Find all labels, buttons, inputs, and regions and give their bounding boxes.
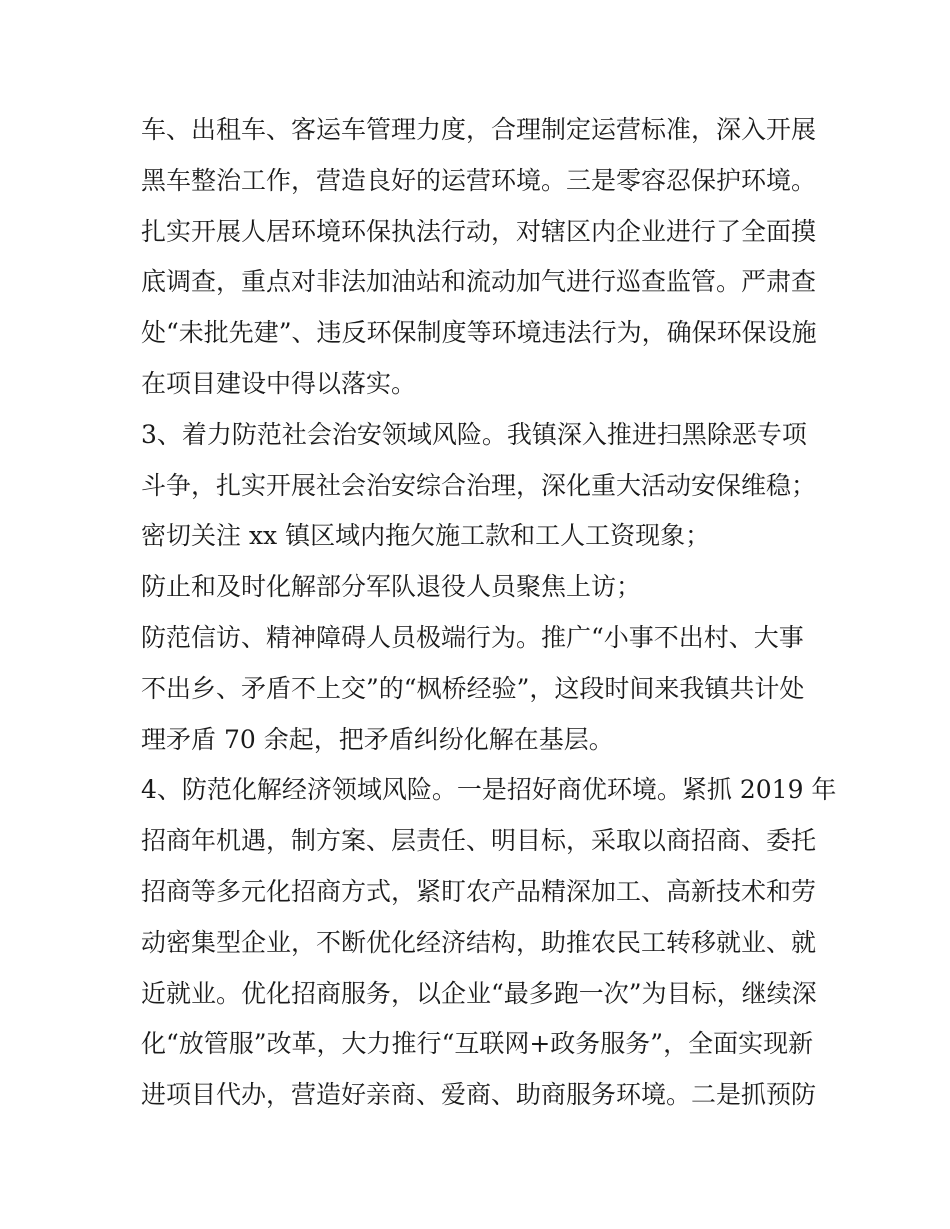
text-line: 理矛盾 70 余起，把矛盾纠纷化解在基层。 [141, 724, 614, 754]
text-line: 底调查，重点对非法加油站和流动加气进行巡查监管。严肃查 [141, 267, 817, 297]
body-text [141, 105, 841, 1121]
text-line: 防范信访、精神障碍人员极端行为。推广“小事不出村、大事 [141, 622, 804, 652]
text-line: 招商等多元化招商方式，紧盯农产品精深加工、高新技术和劳 [141, 876, 817, 906]
text-line: 近就业。优化招商服务，以企业“最多跑一次”为目标，继续深 [141, 978, 817, 1008]
text-line: 处“未批先建”、违反环保制度等环境违法行为，确保环保设施 [141, 318, 817, 348]
text-line: 化“放管服”改革，大力推行“互联网+政务服务”，全面实现新 [141, 1029, 814, 1059]
text-line: 车、出租车、客运车管理力度，合理制定运营标准，深入开展 [141, 115, 817, 144]
text-line: 扎实开展人居环境环保执法行动，对辖区内企业进行了全面摸 [141, 216, 817, 246]
text-line: 防止和及时化解部分军队退役人员聚焦上访； [141, 572, 642, 602]
text-line: 密切关注 xx 镇区域内拖欠施工款和工人工资现象； [141, 521, 711, 551]
text-line: 黑车整治工作，营造良好的运营环境。三是零容忍保护环境。 [141, 165, 817, 195]
text-line: 招商年机遇，制方案、层责任、明目标，采取以商招商、委托 [141, 826, 817, 856]
text-line: 动密集型企业，不断优化经济结构，助推农民工转移就业、就 [141, 927, 817, 957]
text-line: 在项目建设中得以落实。 [141, 368, 417, 398]
text-line: 进项目代办，营造好亲商、爱商、助商服务环境。二是抓预防 [141, 1080, 817, 1110]
text-line: 不出乡、矛盾不上交”的“枫桥经验”，这段时间来我镇共计处 [141, 673, 805, 703]
text-line: 4、防范化解经济领域风险。一是招好商优环境。紧抓 2019 年 [141, 775, 837, 805]
text-line: 斗争，扎实开展社会治安综合治理，深化重大活动安保维稳； [141, 470, 817, 500]
text-line: 3、着力防范社会治安领域风险。我镇深入推进扫黑除恶专项 [141, 419, 807, 449]
